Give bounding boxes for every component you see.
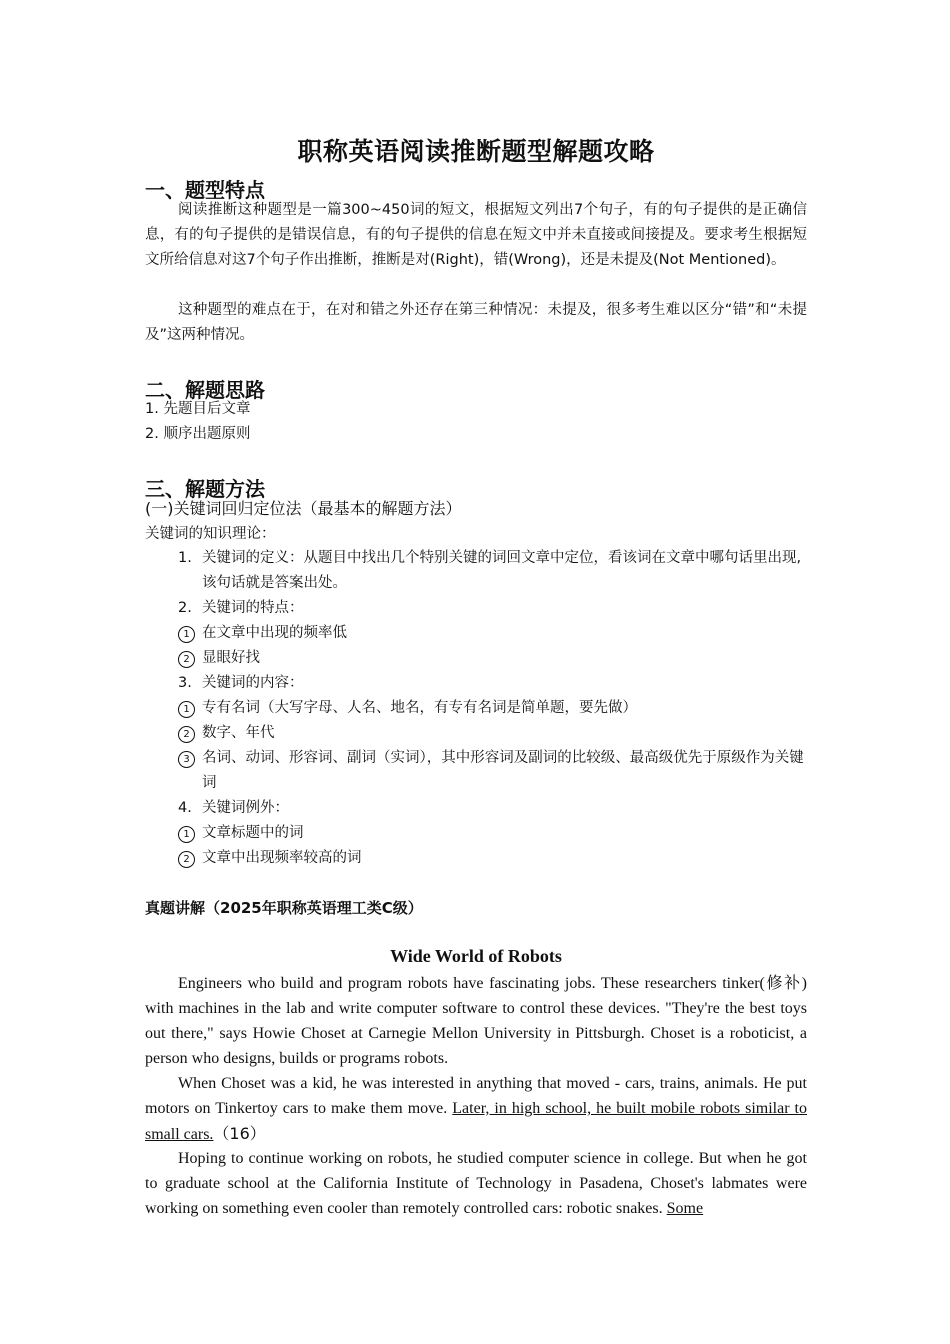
list-item bbox=[178, 721, 807, 746]
list-item bbox=[178, 671, 807, 696]
list-item bbox=[178, 796, 807, 821]
page-title: 职称英语阅读推断题型解题攻略 bbox=[297, 137, 655, 166]
list-item bbox=[178, 596, 807, 621]
list-item-text: 显眼好找 bbox=[202, 650, 260, 666]
question-number: （16） bbox=[213, 1124, 266, 1143]
list-number: 2. bbox=[178, 600, 192, 616]
paragraph-text: When Choset was a kid, he was interested in anything that moved - cars, trains, animals. He put motors on Tinkertoy cars to make them move. bbox=[145, 1075, 807, 1117]
list-item bbox=[178, 746, 807, 796]
approach-item-2: 2. 顺序出题原则 bbox=[145, 426, 251, 442]
section-heading-approach: 二、解题思路 bbox=[145, 378, 265, 402]
list-number: 4. bbox=[178, 800, 192, 816]
list-item bbox=[178, 646, 807, 671]
paragraph-text: Hoping to continue working on robots, he studied computer science in college. But when he got to graduate school at the California Institute of Technology in Pasadena, Choset's labmates were working on something even cooler than remotely controlled cars: robotic snakes. bbox=[145, 1150, 807, 1217]
list-item bbox=[178, 621, 807, 646]
list-number: 3. bbox=[178, 675, 192, 691]
list-item bbox=[178, 821, 807, 846]
circled-number: 2 bbox=[178, 726, 195, 743]
list-item-text: 专有名词（大写字母、人名、地名，有专有名词是简单题，要先做） bbox=[202, 700, 637, 716]
paragraph-features-1: 阅读推断这种题型是一篇300~450词的短文，根据短文列出7个句子，有的句子提供的是正确信息，有的句子提供的是错误信息，有的句子提供的信息在短文中并未直接或间接提及。要求考生根据短文所给信息对这7个句子作出推断，推断是对(Right)，错(Wrong)，还是未提及(Not Mentioned)。 bbox=[145, 202, 807, 268]
circled-number: 1 bbox=[178, 701, 195, 718]
underlined-sentence: Some bbox=[666, 1200, 704, 1217]
reading-paragraph-1: Engineers who build and program robots have fascinating jobs. These researchers tinker(修补) with machines in the lab and write computer software to control these devices. "They're the best toys out there," says Howie Choset at Carnegie Mellon University in Pittsburgh. Choset is a roboticist, a person who designs, builds or programs robots. bbox=[145, 975, 807, 1067]
list-item-text: 关键词的特点： bbox=[202, 600, 304, 616]
circled-number: 2 bbox=[178, 651, 195, 668]
circled-number: 2 bbox=[178, 851, 195, 868]
theory-label: 关键词的知识理论： bbox=[145, 526, 276, 542]
list-item bbox=[178, 696, 807, 721]
list-item bbox=[178, 846, 807, 871]
underlined-sentence: Later, in high school, he built mobile robots similar to small cars. bbox=[145, 1100, 808, 1143]
list-item-text: 关键词例外： bbox=[202, 800, 289, 816]
circled-number: 3 bbox=[178, 751, 195, 768]
list-item-text: 文章标题中的词 bbox=[202, 825, 304, 841]
exam-heading: 真题讲解（2025年职称英语理工类C级） bbox=[145, 899, 423, 917]
reading-paragraph-3 bbox=[145, 1146, 807, 1221]
reading-title: Wide World of Robots bbox=[390, 946, 562, 966]
list-number: 1. bbox=[178, 550, 192, 566]
section-heading-methods: 三、解题方法 bbox=[145, 477, 265, 501]
list-item-text: 文章中出现频率较高的词 bbox=[202, 850, 362, 866]
list-item-text: 数字、年代 bbox=[202, 725, 275, 741]
list-item bbox=[178, 546, 807, 596]
approach-item-1: 1. 先题目后文章 bbox=[145, 401, 251, 417]
list-item-text: 关键词的内容： bbox=[202, 675, 304, 691]
reading-paragraph-2 bbox=[145, 1071, 807, 1147]
method-subheading: (一)关键词回归定位法（最基本的解题方法） bbox=[145, 499, 462, 518]
list-item-text: 关键词的定义：从题目中找出几个特别关键的词回文章中定位，看该词在文章中哪句话里出现,该句话就是答案出处。 bbox=[202, 550, 802, 591]
circled-number: 1 bbox=[178, 826, 195, 843]
paragraph-features-2: 这种题型的难点在于，在对和错之外还存在第三种情况：未提及，很多考生难以区分“错”和“未提及”这两种情况。 bbox=[145, 302, 807, 343]
list-item-text: 名词、动词、形容词、副词（实词），其中形容词及副词的比较级、最高级优先于原级作为关键词 bbox=[202, 750, 804, 791]
list-item-text: 在文章中出现的频率低 bbox=[202, 625, 347, 641]
circled-number: 1 bbox=[178, 626, 195, 643]
section-heading-features: 一、题型特点 bbox=[145, 178, 265, 202]
